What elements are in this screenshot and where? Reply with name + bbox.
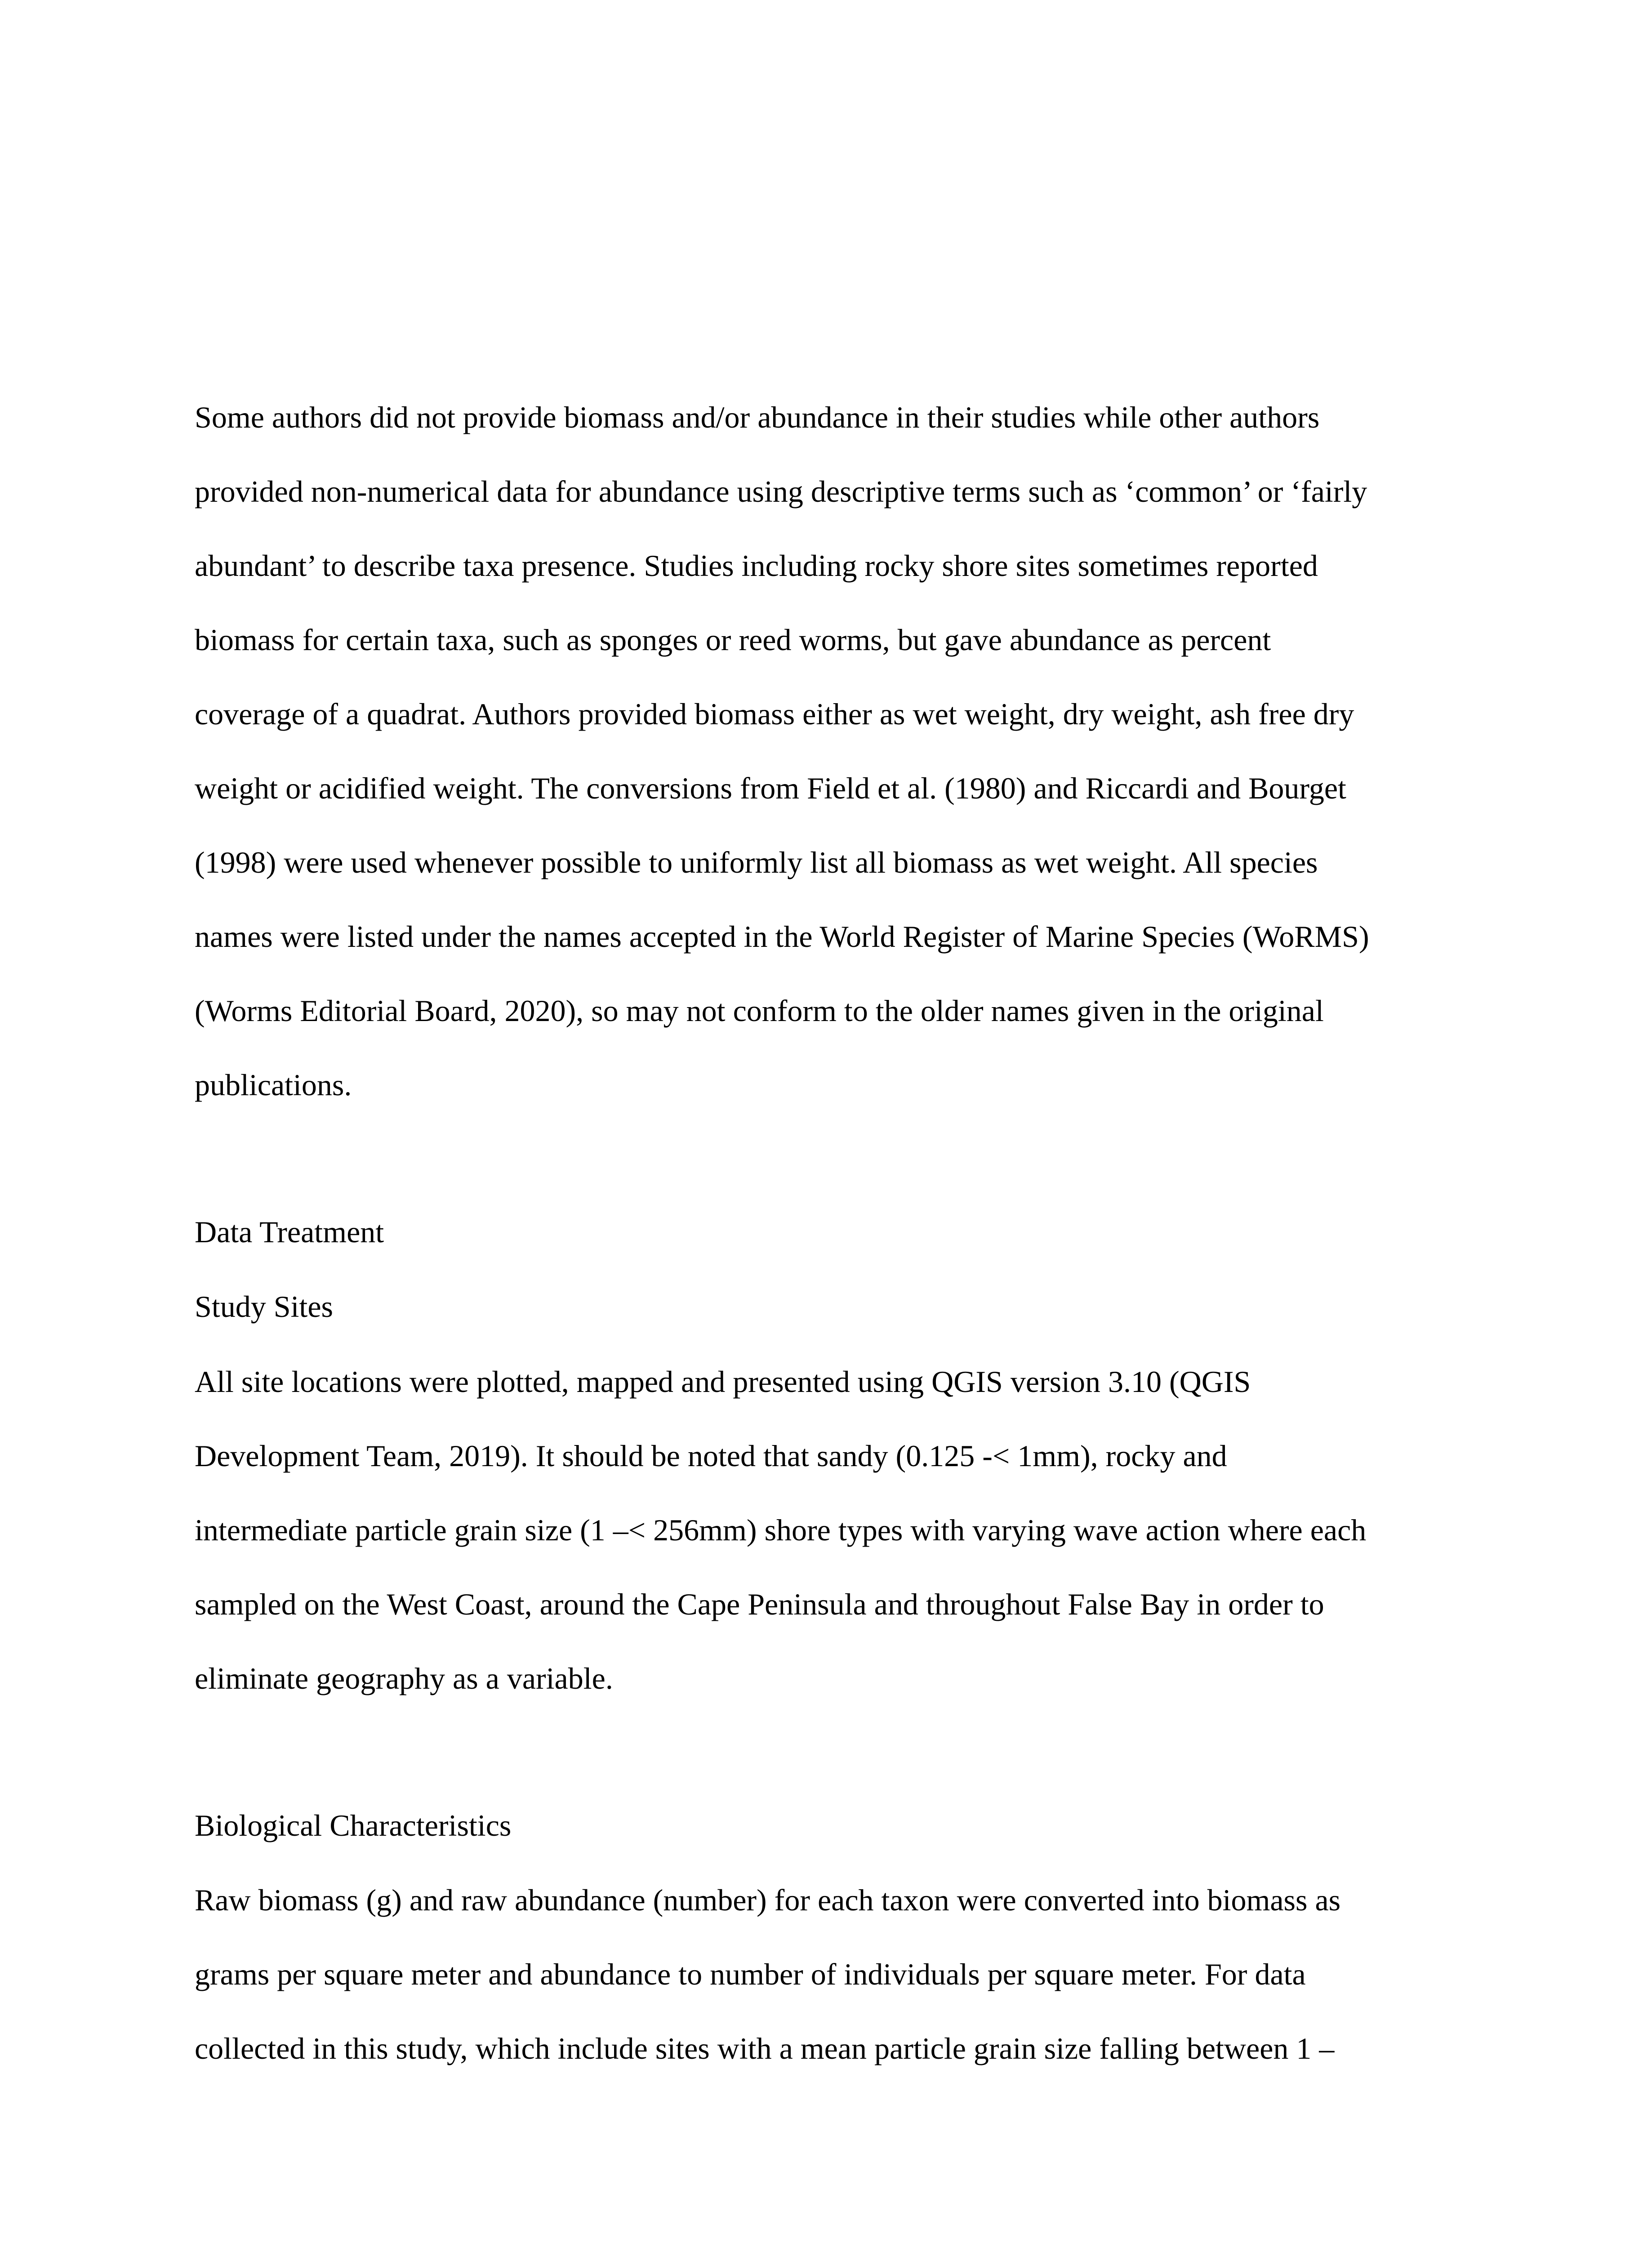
section-heading-data-treatment: Data Treatment <box>195 1215 384 1249</box>
paragraph-line: grams per square meter and abundance to number of individuals per square meter. For data <box>195 1957 1306 1991</box>
subsection-heading-study-sites: Study Sites <box>195 1289 333 1324</box>
paragraph-line: abundant’ to describe taxa presence. Studies including rocky shore sites sometimes reported <box>195 549 1318 583</box>
paragraph-line: biomass for certain taxa, such as sponges or reed worms, but gave abundance as percent <box>195 623 1271 657</box>
paragraph-line: Development Team, 2019). It should be noted that sandy (0.125 -< 1mm), rocky and <box>195 1439 1227 1473</box>
subsection-heading-biological-characteristics: Biological Characteristics <box>195 1808 512 1842</box>
paragraph-line: (Worms Editorial Board, 2020), so may not conform to the older names given in the original <box>195 994 1324 1028</box>
paragraph-line: (1998) were used whenever possible to uniformly list all biomass as wet weight. All species <box>195 845 1318 879</box>
paragraph-line: eliminate geography as a variable. <box>195 1661 613 1695</box>
paragraph-line: publications. <box>195 1068 352 1102</box>
paragraph-line: coverage of a quadrat. Authors provided biomass either as wet weight, dry weight, ash free dry <box>195 697 1354 731</box>
paragraph-line: weight or acidified weight. The conversions from Field et al. (1980) and Riccardi and Bourget <box>195 771 1346 805</box>
paragraph-line: provided non-numerical data for abundance using descriptive terms such as ‘common’ or ‘fairly <box>195 474 1367 508</box>
paragraph-line: Some authors did not provide biomass and/or abundance in their studies while other authors <box>195 400 1320 434</box>
paragraph-line: intermediate particle grain size (1 –< 256mm) shore types with varying wave action where each <box>195 1513 1367 1547</box>
paragraph-line: collected in this study, which include sites with a mean particle grain size falling between 1 – <box>195 2031 1335 2065</box>
paragraph-line: sampled on the West Coast, around the Cape Peninsula and throughout False Bay in order to <box>195 1587 1324 1621</box>
paragraph-line: Raw biomass (g) and raw abundance (number) for each taxon were converted into biomass as <box>195 1883 1341 1917</box>
paragraph-line: names were listed under the names accepted in the World Register of Marine Species (WoRMS) <box>195 919 1369 954</box>
paragraph-line: All site locations were plotted, mapped and presented using QGIS version 3.10 (QGIS <box>195 1365 1251 1399</box>
